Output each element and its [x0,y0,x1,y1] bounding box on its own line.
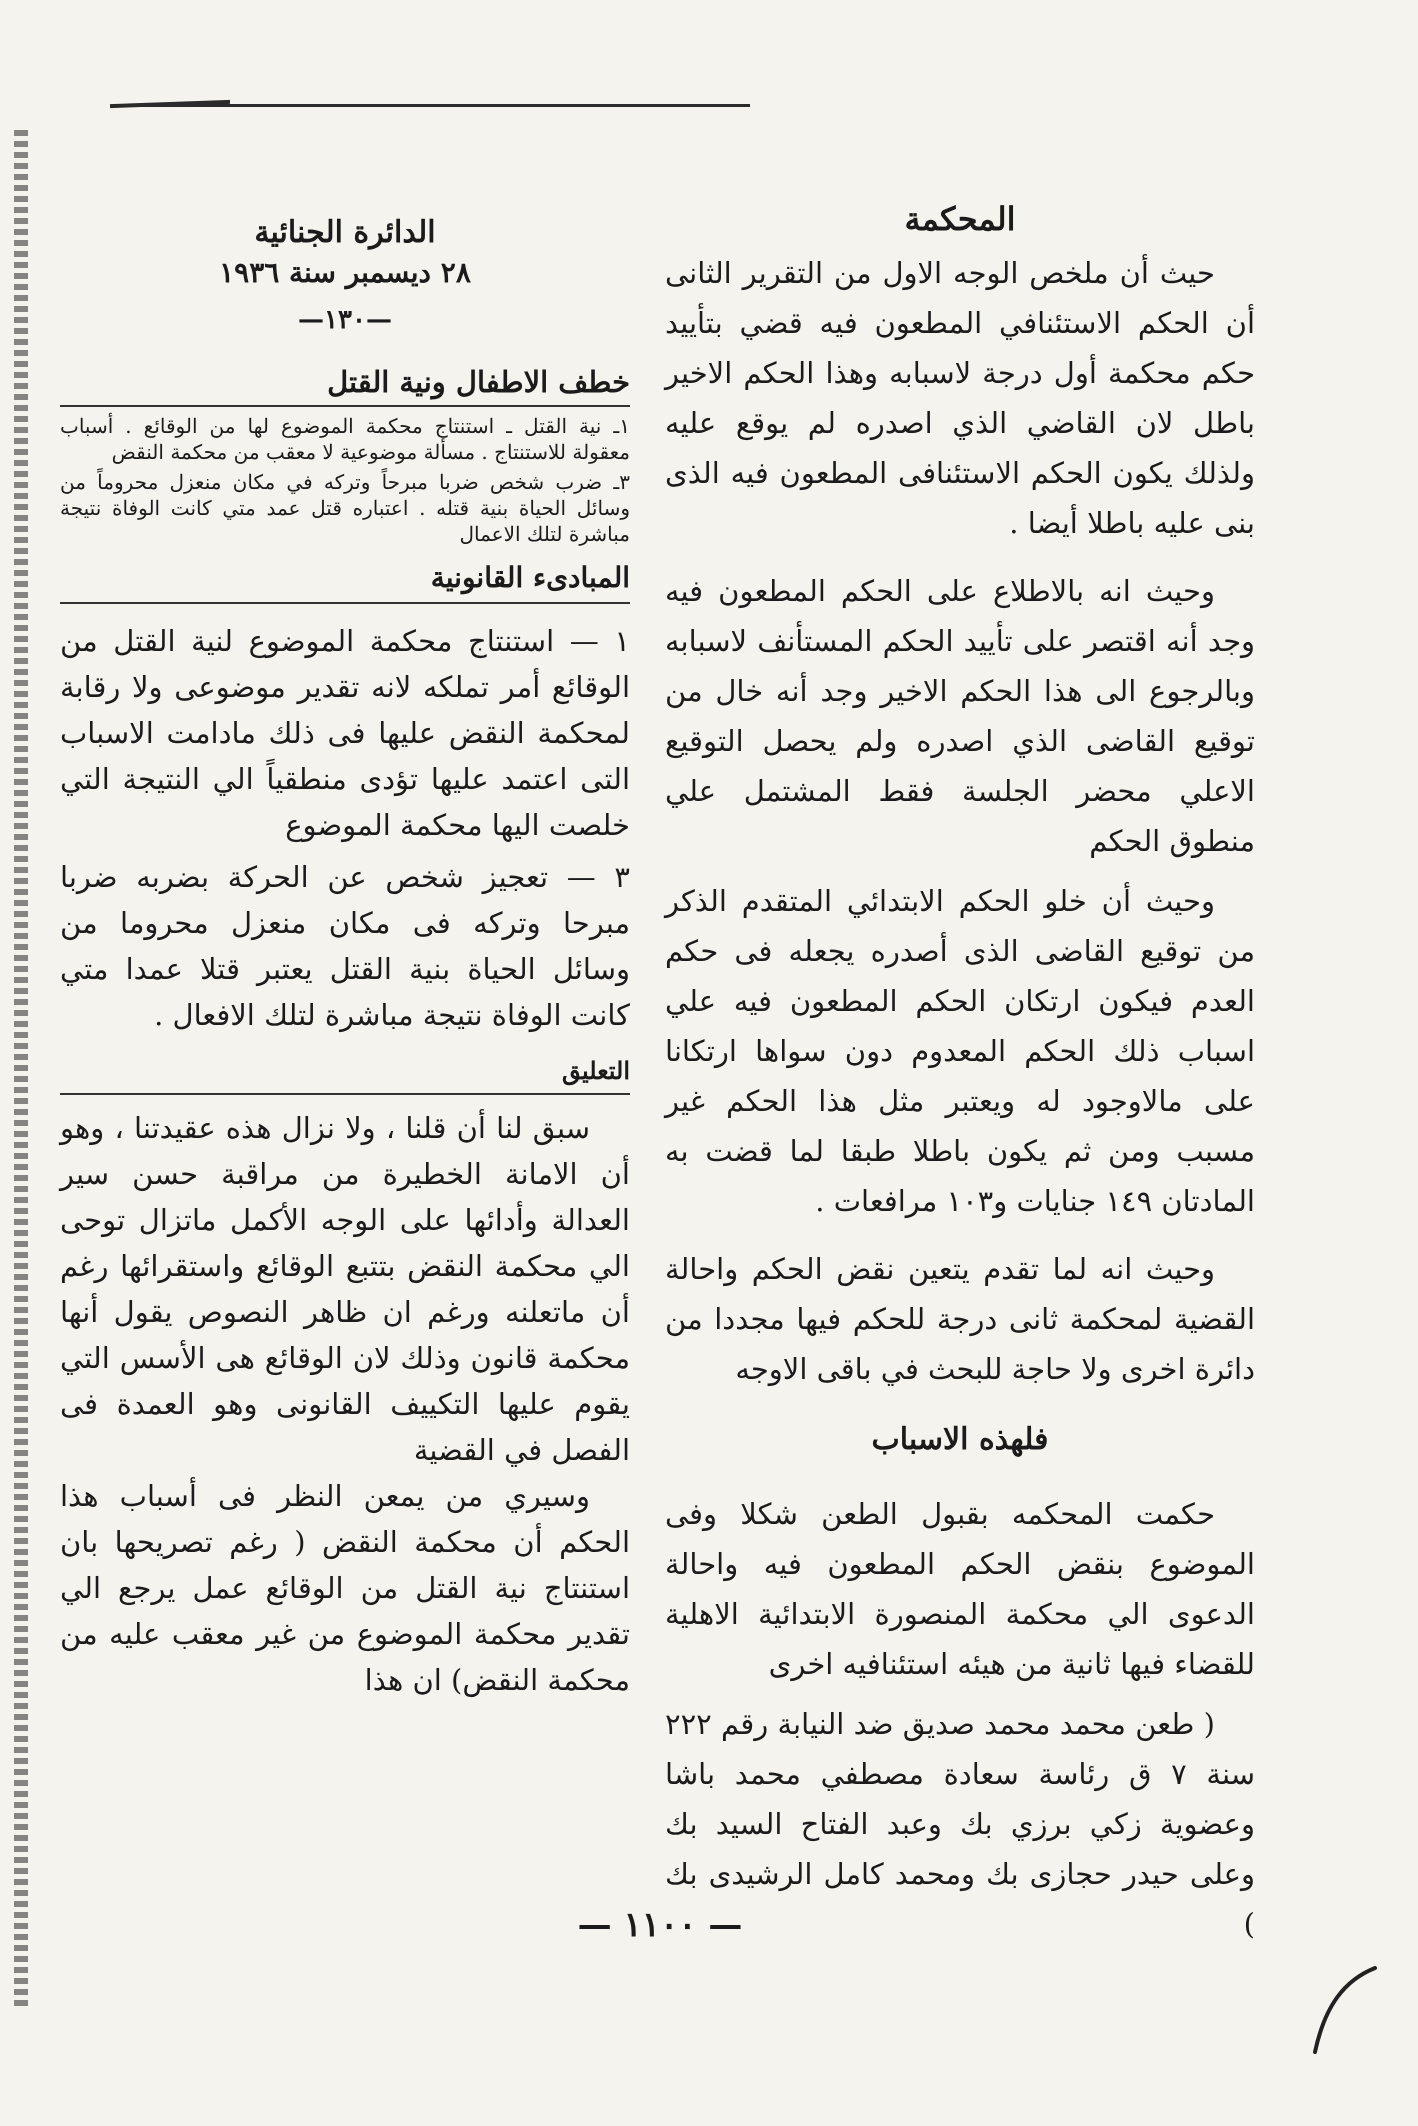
paragraph: حيث أن ملخص الوجه الاول من التقرير الثانى أن الحكم الاستئنافي المطعون فيه قضي بتأييد حكم محكمة أول درجة لاسبابه وهذا الحكم الاخير باطل لان القاضي الذي اصدره لم يوقع عليه ولذلك يكون الحكم الاستئنافى المطعون فيه الذى بنى عليه باطلا أيضا . [665,256,1255,540]
case-reference: ( طعن محمد محمد صديق ضد النيابة رقم ٢٢٢ سنة ٧ ق رئاسة سعادة مصطفي محمد باشا وعضوية زكي برزي بك وعبد الفتاح السيد بك وعلى حيدر حجازى بك ومحمد كامل الرشيدى بك ) [665,1707,1255,1941]
topic-title: خطف الاطفال ونية القتل [327,365,630,399]
reasons-heading: فلهذه الاسباب [871,1422,1049,1457]
top-rule [120,104,750,107]
right-column [665,200,1255,1949]
principles-heading: المبادىء القانونية [430,561,630,594]
commentary-paragraph: سبق لنا أن قلنا ، ولا نزال هذه عقيدتنا ، وهو أن الامانة الخطيرة من مراقبة حسن سير العدالة وأدائها على الوجه الأكمل ماتزال توحى الي محكمة النقض بتتبع الوقائع واستقرائها رغم أن ماتعلنه ورغم ان ظاهر النصوص يقول أنها محكمة قانون وذلك لان الوقائع هى الأسس التي يقوم عليها التكييف القانونى وهو العمدة فى الفصل في القضية [60,1111,630,1467]
divider [60,405,630,407]
decision-date: ٢٨ ديسمبر سنة ١٩٣٦ [219,256,471,289]
summary-item: ١ـ نية القتل ـ استنتاج محكمة الموضوع لها من الوقائع . أسباب معقولة للاستنتاج . مسألة موضوعية لا معقب من محكمة النقض [60,414,630,464]
case-number: —١٣٠— [298,305,392,335]
binding-edge [14,130,28,2010]
divider [60,1093,630,1095]
commentary-heading: التعليق [561,1056,630,1085]
page-number: — ١١٠٠ — [577,1905,743,1945]
paragraph: وحيث انه لما تقدم يتعين نقض الحكم واحالة القضية لمحكمة ثانى درجة للحكم فيها مجددا من دائرة اخرى ولا حاجة للبحث في باقى الاوجه [665,1252,1255,1386]
left-column [60,215,630,1703]
pen-stroke-mark [1305,1960,1385,2060]
principle-item: ٣ — تعجيز شخص عن الحركة بضربه ضربا مبرحا وتركه فى مكان منعزل محروما من وسائل الحياة بنية القتل يعتبر قتلا عمدا متي كانت الوفاة نتيجة مباشرة لتلك الافعال . [60,860,630,1032]
verdict-paragraph: حكمت المحكمه بقبول الطعن شكلا وفى الموضوع بنقض الحكم المطعون فيه واحالة الدعوى الي محكمة المنصورة الابتدائية الاهلية للقضاء فيها ثانية من هيئه استئنافيه اخرى [665,1497,1255,1681]
section-heading: المحكمة [904,200,1016,238]
paragraph: وحيث أن خلو الحكم الابتدائي المتقدم الذكر من توقيع القاضى الذى أصدره يجعله فى حكم العدم فيكون ارتكان الحكم المطعون فيه علي اسباب ذلك الحكم المعدوم دون سواها ارتكانا على مالاوجود له ويعتبر مثل هذا الحكم غير مسبب ومن ثم يكون باطلا طبقا لما قضت به المادتان ١٤٩ جنايات و١٠٣ مرافعات . [665,884,1255,1218]
paragraph: وحيث انه بالاطلاع على الحكم المطعون فيه وجد أنه اقتصر على تأييد الحكم المستأنف لاسبابه وبالرجوع الى هذا الحكم الاخير وجد أنه خال من توقيع القاضى الذي اصدره ولم يحصل التوقيع الاعلي محضر الجلسة فقط المشتمل علي منطوق الحكم [665,574,1255,858]
divider [60,602,630,604]
commentary-paragraph: وسيري من يمعن النظر فى أسباب هذا الحكم أن محكمة النقض ( رغم تصريحها بان استنتاج نية القتل من الوقائع عمل يرجع الي تقدير محكمة الموضوع من غير معقب عليه من محكمة النقض) ان هذا [60,1479,630,1697]
court-name: الدائرة الجنائية [254,215,436,250]
summary-item: ٣ـ ضرب شخص ضربا مبرحاً وتركه في مكان منعزل محروماً من وسائل الحياة بنية قتله . اعتباره قتل عمد متي كانت الوفاة نتيجة مباشرة لتلك الاعمال [60,470,630,546]
principle-item: ١ — استنتاج محكمة الموضوع لنية القتل من الوقائع أمر تملكه لانه تقدير موضوعى ولا رقابة لمحكمة النقض عليها فى ذلك مادامت الاسباب التى اعتمد عليها تؤدى منطقياً الي النتيجة التي خلصت اليها محكمة الموضوع [60,624,630,842]
